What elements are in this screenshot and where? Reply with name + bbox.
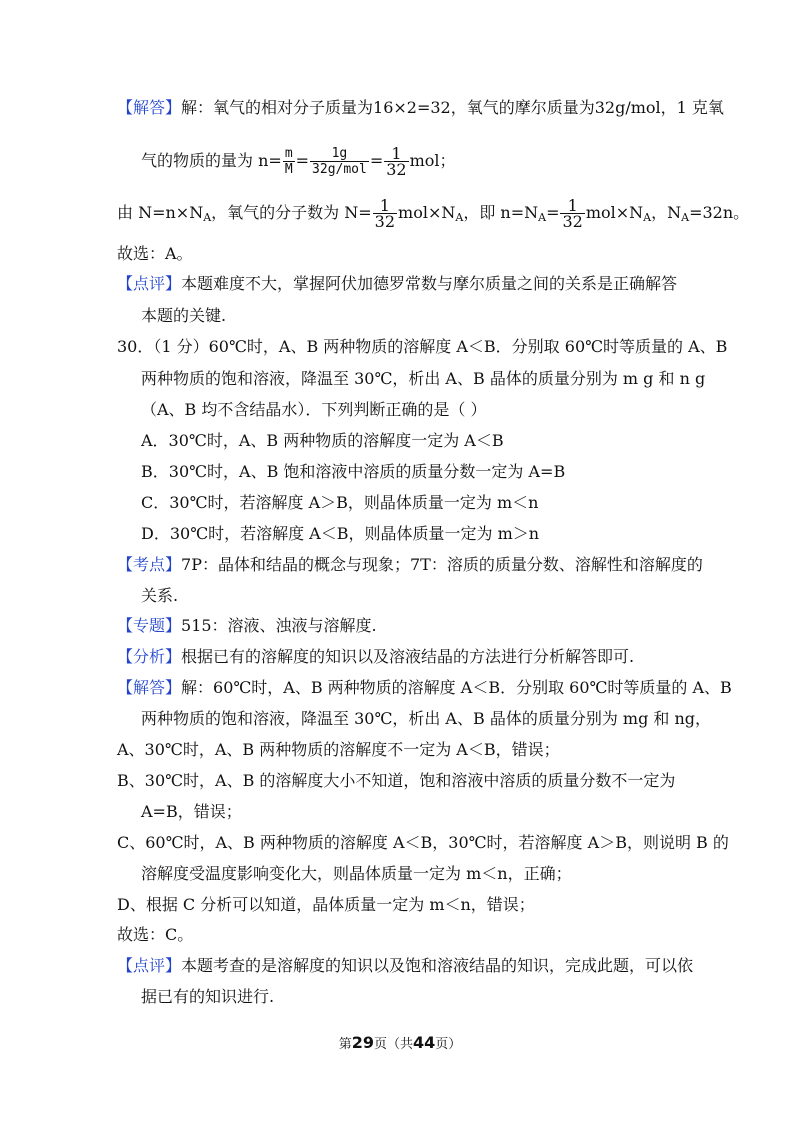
q30-comment-tag: 【点评】: [117, 956, 182, 975]
fraction-m-over-M: [283, 146, 295, 177]
q30-zhuanti-text: 515：溶液、浊液与溶解度.: [181, 616, 377, 635]
t: mol×N: [585, 203, 644, 222]
subscript: A: [455, 211, 464, 224]
footer-post: 页）: [435, 1037, 462, 1052]
q30-kaodian-text1: 7P：晶体和结晶的概念与现象；7T：溶质的质量分数、溶解性和溶解度的: [181, 555, 703, 574]
frac-num: 1: [384, 146, 408, 162]
subscript: A: [643, 211, 652, 224]
q30-zhuanti-tag: 【专题】: [117, 616, 182, 635]
q30-solution-c1: C、60℃时，A、B 两种物质的溶解度 A＜B，30℃时，若溶解度 A＞B，则说明 B 的: [117, 833, 729, 852]
q29-solution-text1: 解：氧气的相对分子质量为16×2=32，氧气的摩尔质量为32g/mol，1 克氧: [181, 98, 724, 117]
q29-solution-line2: [141, 144, 456, 178]
t: ，即 n=N: [463, 203, 539, 222]
q29-comment-tag: 【点评】: [117, 274, 182, 293]
q30-answer: 故选：C。: [117, 925, 194, 944]
q30-option-d: D．30℃时，若溶解度 A＜B，则晶体质量一定为 m＞n: [141, 524, 540, 543]
frac-den: 32: [374, 212, 396, 231]
q29-solution-tag: 【解答】: [117, 98, 182, 117]
fraction-1-over-32: [384, 146, 408, 177]
subscript: A: [538, 211, 547, 224]
t: mol×N: [398, 203, 456, 222]
q30-solution-line2: 两种物质的饱和溶液，降温至 30℃，析出 A、B 晶体的质量分别为 mg 和 ng，: [141, 709, 712, 728]
q30-kaodian-line1: [117, 554, 703, 576]
q30-solution-text1: 解：60℃时，A、B 两种物质的溶解度 A＜B．分别取 60℃时等质量的 A、B: [181, 678, 732, 697]
equals-sign: =: [295, 151, 310, 170]
t: 由 N=n×N: [117, 203, 204, 222]
q30-fenxi-text: 根据已有的溶解度的知识以及溶液结晶的方法进行分析解答即可.: [181, 647, 635, 666]
subscript: A: [681, 211, 690, 224]
equals-sign: =: [369, 151, 384, 170]
frac-num: 1: [560, 198, 584, 214]
q30-option-a: A．30℃时，A、B 两种物质的溶解度一定为 A＜B: [141, 431, 504, 450]
q30-comment-line2: 据已有的知识进行.: [141, 987, 275, 1006]
fraction-1g-over-32gmol: [310, 146, 369, 177]
q30-comment-line1: [117, 955, 693, 977]
q30-solution-b1: B、30℃时，A、B 的溶解度大小不知道，饱和溶液中溶质的质量分数不一定为: [117, 771, 676, 790]
q30-option-c: C．30℃时，若溶解度 A＞B，则晶体质量一定为 m＜n: [141, 493, 539, 512]
q30-solution-line1: [117, 677, 732, 699]
q29-l2-pre: 气的物质的量为 n=: [141, 151, 282, 170]
footer-pre: 第: [338, 1037, 352, 1052]
page-footer: [0, 1033, 800, 1052]
q30-solution-c2: 溶解度受温度影响变化大，则晶体质量一定为 m＜n，正确；: [141, 864, 572, 883]
q30-zhuanti: [117, 615, 377, 637]
q30-kaodian-line2: 关系.: [141, 586, 179, 605]
frac-num: 1g: [310, 146, 369, 162]
q29-solution-line1: [117, 97, 724, 119]
fraction-1-over-32: [373, 198, 397, 229]
q29-l2-post: mol；: [409, 151, 456, 170]
q30-stem-line1: 30．（1 分）60℃时，A、B 两种物质的溶解度 A＜B．分别取 60℃时等质量的 A、B: [117, 337, 728, 356]
q29-comment-line2: 本题的关键.: [141, 306, 227, 325]
frac-den: 32: [562, 212, 583, 231]
t: ，N: [651, 203, 682, 222]
q30-fenxi-tag: 【分析】: [117, 647, 182, 666]
q30-solution-d: D、根据 C 分析可以知道，晶体质量一定为 m＜n，错误；: [117, 895, 535, 914]
q30-fenxi: [117, 646, 634, 668]
frac-den: M: [284, 162, 293, 177]
q30-solution-tag: 【解答】: [117, 678, 182, 697]
footer-mid: 页（共: [373, 1037, 413, 1052]
current-page-number: 29: [351, 1033, 374, 1052]
total-page-number: 44: [413, 1033, 436, 1052]
frac-den: 32: [386, 160, 407, 179]
q30-option-b: B．30℃时，A、B 饱和溶液中溶质的质量分数一定为 A=B: [141, 462, 566, 481]
q30-stem-line3: （A、B 均不含结晶水）．下列判断正确的是（ ）: [141, 400, 487, 419]
q30-solution-a: A、30℃时，A、B 两种物质的溶解度不一定为 A＜B，错误；: [117, 740, 560, 759]
frac-num: m: [284, 146, 293, 161]
q30-comment-text1: 本题考查的是溶解度的知识以及饱和溶液结晶的知识，完成此题，可以依: [181, 956, 694, 975]
t: ，氧气的分子数为 N=: [211, 203, 372, 222]
subscript: A: [203, 211, 212, 224]
frac-den: 32g/mol: [312, 162, 367, 177]
t: =: [546, 203, 560, 222]
q30-solution-b2: A=B，错误；: [141, 802, 242, 821]
q29-comment-line1: [117, 273, 677, 295]
t: =32n。: [689, 203, 750, 222]
frac-num: 1: [373, 198, 397, 214]
q29-solution-line3: [117, 196, 749, 235]
fraction-1-over-32: [560, 198, 584, 229]
q29-comment-text1: 本题难度不大，掌握阿伏加德罗常数与摩尔质量之间的关系是正确解答: [181, 274, 678, 293]
q30-stem-line2: 两种物质的饱和溶液，降温至 30℃，析出 A、B 晶体的质量分别为 m g 和 n g: [141, 369, 706, 388]
q29-answer: 故选：A。: [117, 244, 193, 263]
q30-kaodian-tag: 【考点】: [117, 555, 182, 574]
